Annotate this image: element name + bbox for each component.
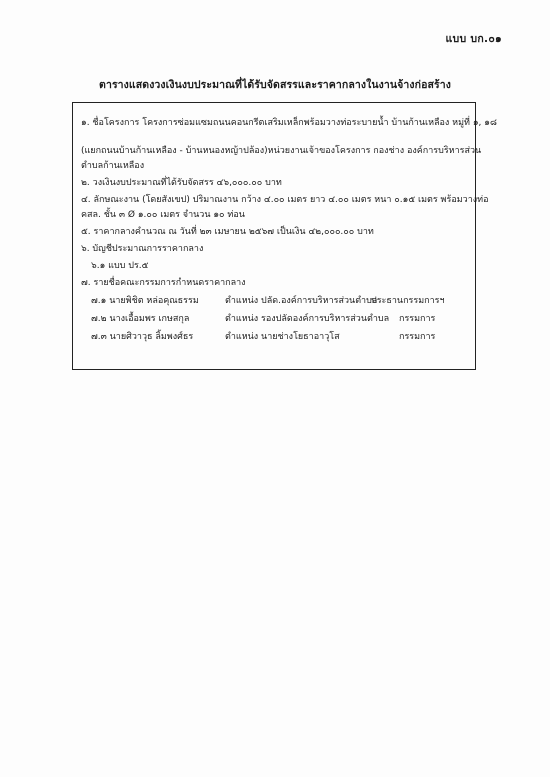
document-title: ตารางแสดงวงเงินงบประมาณที่ได้รับจัดสรรและราคากลางในงานจ้างก่อสร้าง	[99, 79, 451, 91]
content-box	[72, 102, 497, 370]
project-name-line-1: ๑. ชื่อโครงการ โครงการซ่อมแซมถนนคอนกรีตเสริมเหล็กพร้อมวางท่อระบายน้ำ บ้านก้านเหลือง หมู่ที่ ๑, ๑๘	[81, 118, 497, 128]
median-price-line: ๕. ราคากลางคำนวณ ณ วันที่ ๒๓ เมษายน ๒๕๖๗ เป็นเงิน ๔๒,๐๐๐.๐๐ บาท	[81, 227, 374, 237]
median-table-item: ๖.๑ แบบ ปร.๕	[91, 261, 149, 271]
member-role: กรรมการ	[399, 332, 436, 342]
member-position: ตำแหน่ง นายช่างโยธาอาวุโส	[225, 332, 340, 342]
work-description-line-1: ๔. ลักษณะงาน (โดยสังเขป) ปริมาณงาน กว้าง ๔.๐๐ เมตร ยาว ๔.๐๐ เมตร หนา ๐.๑๕ เมตร พร้อมวางท่อ	[81, 195, 489, 205]
committee-heading: ๗. รายชื่อคณะกรรมการกำหนดราคากลาง	[81, 278, 246, 288]
project-name-line-2: (แยกถนนบ้านก้านเหลือง - บ้านหนองหญ้าปล้อง)หน่วยงานเจ้าของโครงการ กองช่าง องค์การบริหารส่วน	[81, 146, 482, 156]
member-role: กรรมการ	[399, 314, 436, 324]
member-position: ตำแหน่ง ปลัด.องค์การบริหารส่วนตำบล	[225, 296, 378, 306]
work-description-line-2: คสล. ชั้น ๓ Ø ๑.๐๐ เมตร จำนวน ๑๐ ท่อน	[81, 210, 245, 220]
member-position: ตำแหน่ง รองปลัดองค์การบริหารส่วนตำบล	[225, 314, 390, 324]
member-name: ๗.๒ นางเอื้อมพร เกษสกุล	[91, 314, 190, 324]
member-role: ประธานกรรมการฯ	[371, 296, 445, 306]
budget-line: ๒. วงเงินงบประมาณที่ได้รับจัดสรร ๔๖,๐๐๐.๐๐ บาท	[81, 178, 282, 188]
form-code: แบบ บก.๐๑	[445, 33, 502, 45]
project-name-line-3: ตำบลก้านเหลือง	[81, 161, 145, 171]
member-name: ๗.๑ นายพิชิต หล่อคุณธรรม	[91, 296, 199, 306]
median-table-heading: ๖. บัญชีประมาณการราคากลาง	[81, 244, 204, 254]
member-name: ๗.๓ นายศิวาวุธ ลิ้มพงศ์ธร	[91, 332, 194, 342]
